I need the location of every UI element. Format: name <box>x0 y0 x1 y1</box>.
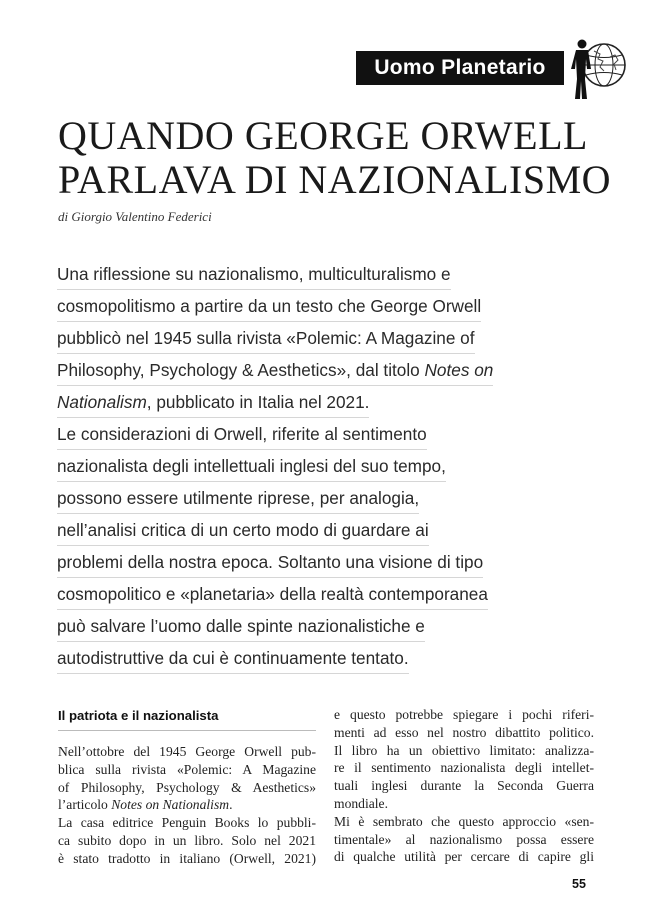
abstract-line: Una riflessione su nazionalismo, multiculturalismo e <box>57 263 451 290</box>
byline: di Giorgio Valentino Federici <box>58 209 212 224</box>
page-number: 55 <box>572 877 586 891</box>
abstract-text: , pubblicato in Italia nel 2021. <box>146 392 370 412</box>
body-line: timentale» al nazionalismo possa essere <box>334 831 594 847</box>
body-column-left <box>58 706 316 868</box>
body-line: re il sentimento nazionalista degli intellet- <box>334 760 594 776</box>
abstract-text: Philosophy, Psychology & Aesthetics», dal titolo <box>57 360 425 380</box>
body-line: e questo potrebbe spiegare i pochi riferi- <box>334 707 594 722</box>
body-line: mondiale. <box>334 795 388 811</box>
body-line: Nell’ottobre del 1945 George Orwell pub- <box>58 744 316 759</box>
body-line: menti ad esso nel nostro dibattito politico. <box>334 724 594 740</box>
body-line: Mi è sembrato che questo approccio «sen- <box>334 813 594 829</box>
body-line: Il libro ha un obiettivo limitato: analizza- <box>334 742 594 758</box>
body-line: La casa editrice Penguin Books lo pubbli- <box>58 815 316 831</box>
body-line: è stato tradotto in italiano (Orwell, 2021) <box>58 850 316 866</box>
abstract-line: Le considerazioni di Orwell, riferite al sentimento <box>57 423 427 450</box>
book-title: Nationalism <box>57 392 147 412</box>
abstract-line: pubblicò nel 1945 sulla rivista «Polemic: A Magazine of <box>57 327 475 354</box>
body-line: blica sulla rivista «Polemic: A Magazine <box>58 761 316 777</box>
abstract-line: cosmopolitismo a partire da un testo che George Orwell <box>57 295 481 322</box>
body-line <box>58 796 316 814</box>
article-title <box>58 114 618 202</box>
man-with-globe-icon <box>566 35 626 101</box>
abstract-line: cosmopolitico e «planetaria» della realtà contemporanea <box>57 583 488 610</box>
body-line: di qualche utilità per cercare di capire gli <box>334 849 594 865</box>
book-title: Notes on Nationalism <box>111 797 230 813</box>
abstract-line: possono essere utilmente riprese, per analogia, <box>57 487 419 514</box>
body-line: ca subito dopo in un libro. Solo nel 2021 <box>58 832 316 848</box>
title-line: QUANDO GEORGE ORWELL <box>58 113 588 158</box>
body-column-right <box>334 706 594 866</box>
section-subheading: Il patriota e il nazionalista <box>58 706 316 731</box>
abstract-line <box>57 391 369 418</box>
body-text: l’articolo <box>58 797 112 813</box>
abstract <box>57 258 537 674</box>
abstract-line <box>57 359 493 386</box>
abstract-line: problemi della nostra epoca. Soltanto una visione di tipo <box>57 551 483 578</box>
body-line: of Philosophy, Psychology & Aesthetics» <box>58 779 316 795</box>
book-title: Notes on <box>424 360 494 380</box>
abstract-line: nazionalista degli intellettuali inglesi del suo tempo, <box>57 455 446 482</box>
section-label: Uomo Planetario <box>356 51 564 85</box>
abstract-line: nell’analisi critica di un certo modo di guardare ai <box>57 519 429 546</box>
body-line: tuali inglesi durante la Seconda Guerra <box>334 778 594 794</box>
abstract-line: può salvare l’uomo dalle spinte nazionalistiche e <box>57 615 425 642</box>
abstract-line: autodistruttive da cui è continuamente tentato. <box>57 647 409 674</box>
title-line: PARLAVA DI NAZIONALISMO <box>58 157 612 202</box>
body-text: . <box>229 797 233 813</box>
